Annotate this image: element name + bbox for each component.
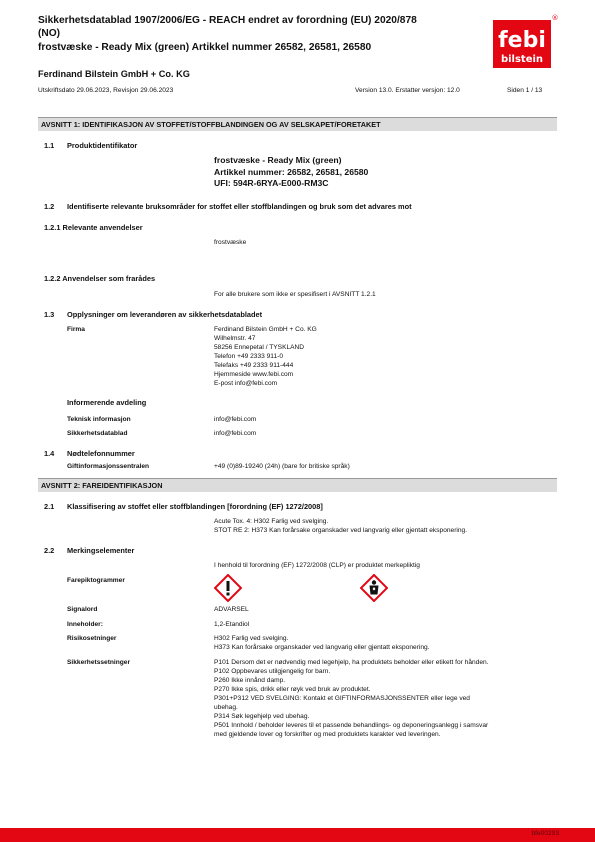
section-1-4-number: 1.4 xyxy=(44,449,55,458)
firma-name: Ferdinand Bilstein GmbH + Co. KG xyxy=(214,326,317,333)
section-1-2-2-title: 1.2.2 Anvendelser som frarådes xyxy=(44,274,156,283)
hazard-statements-block xyxy=(214,634,430,652)
relevant-use-value: frostvæske xyxy=(214,239,247,246)
precaution-p260: P260 Ikke innånd damp. xyxy=(214,677,286,684)
precaution-p314: P314 Søk legehjelp ved ubehag. xyxy=(214,713,310,720)
firma-city: 58256 Ennepetal / TYSKLAND xyxy=(214,344,305,351)
section-1-3-title: Opplysninger om leverandøren av sikkerhetsdatabladet xyxy=(67,310,263,319)
classification-stot-re: STOT RE 2: H373 Kan forårsake organskader ved langvarig eller gjentatt eksponering. xyxy=(214,527,468,534)
technical-info-email: info@febi.com xyxy=(214,416,257,423)
signal-word-label: Signalord xyxy=(67,606,98,613)
advised-against-value: For alle brukere som ikke er spesifisert i AVSNITT 1.2.1 xyxy=(214,291,376,298)
precaution-p270: P270 Ikke spis, drikk eller røyk ved bruk av produktet. xyxy=(214,686,371,693)
document-title-country: (NO) xyxy=(38,28,61,39)
firma-street: Wilhelmstr. 47 xyxy=(214,335,256,342)
version-info: Version 13.0. Erstatter versjon: 12.0 xyxy=(355,87,460,94)
firma-fax: Telefaks +49 2333 911-444 xyxy=(214,362,294,369)
precaution-p501-cont: med gjeldende lover og forskrifter og med produktets karakter ved leveringen. xyxy=(214,731,441,738)
precaution-p301-p312: P301+P312 VED SVELGING: Kontakt et GIFTINFORMASJONSSENTER eller lege ved xyxy=(214,695,470,702)
section-2-2-number: 2.2 xyxy=(44,546,55,555)
section-1-2-1-title: 1.2.1 Relevante anvendelser xyxy=(44,223,143,232)
hazard-h302: H302 Farlig ved svelging. xyxy=(214,635,289,642)
poison-center-label: Giftinformasjonssentralen xyxy=(67,463,150,470)
signal-word-value: ADVARSEL xyxy=(214,606,249,613)
section-2-1-title: Klassifisering av stoffet eller stoffblandingen [forordning (EF) 1272/2008] xyxy=(67,502,323,511)
sds-email: info@febi.com xyxy=(214,430,257,437)
product-name: frostvæske - Ready Mix (green) xyxy=(214,155,342,165)
article-number: Artikkel nummer: 26582, 26581, 26580 xyxy=(214,166,369,177)
section-1-header: AVSNITT 1: IDENTIFIKASJON AV STOFFET/STOFFBLANDINGEN OG AV SELSKAPET/FORETAKET xyxy=(38,118,557,131)
precautionary-statements-block xyxy=(214,658,489,739)
precaution-p501: P501 Innhold / beholder leveres til et passende behandlings- og deponeringsanlegg i samsvar xyxy=(214,722,489,729)
firma-phone: Telefon +49 2333 911-0 xyxy=(214,353,283,360)
print-date: Utskriftsdato 29.06.2023, Revisjon 29.06.2023 xyxy=(38,87,174,94)
precaution-p101: P101 Dersom det er nødvendig med legehjelp, ha produktets beholder eller etikett for hånden. xyxy=(214,659,489,666)
section-1-3-number: 1.3 xyxy=(44,310,55,319)
svg-text:febi: febi xyxy=(498,28,546,53)
product-heading: frostvæske - Ready Mix (green) Artikkel nummer 26582, 26581, 26580 xyxy=(38,42,372,53)
poison-center-phone: +49 (0)89-19240 (24h) (bare for britiske språk) xyxy=(214,463,350,470)
svg-text:bilstein: bilstein xyxy=(500,54,544,65)
precaution-p301-p312-cont: ubehag. xyxy=(214,704,238,711)
classification-acute-tox: Acute Tox. 4: H302 Farlig ved svelging. xyxy=(214,518,329,525)
section-1-2-title: Identifiserte relevante bruksområder for stoffet eller stoffblandingen og bruk som det advares mot xyxy=(67,202,412,211)
firma-website: Hjemmeside www.febi.com xyxy=(214,371,294,378)
technical-info-label: Teknisk informasjon xyxy=(67,416,131,423)
firma-email: E-post info@febi.com xyxy=(214,380,278,387)
product-identifier-block xyxy=(214,155,368,190)
section-2-header: AVSNITT 2: FAREIDENTIFIKASJON xyxy=(38,479,557,492)
precaution-p102: P102 Oppbevares utilgjengelig for barn. xyxy=(214,668,331,675)
section-1-2-number: 1.2 xyxy=(44,202,55,211)
firma-address-block xyxy=(214,325,317,388)
clp-statement: I henhold til forordning (EF) 1272/2008 (CLP) er produktet merkepliktig xyxy=(214,562,420,569)
svg-text:®: ® xyxy=(551,14,559,22)
classification-block xyxy=(214,517,467,535)
info-department-title: Informerende avdeling xyxy=(67,398,147,407)
document-title: Sikkerhetsdatablad 1907/2006/EG - REACH endret av forordning (EU) 2020/878 xyxy=(38,15,417,26)
section-1-1-number: 1.1 xyxy=(44,141,55,150)
contains-label: Inneholder: xyxy=(67,621,103,628)
section-2-1-number: 2.1 xyxy=(44,502,55,511)
pictogram-label: Farepiktogrammer xyxy=(67,577,125,584)
firma-label: Firma xyxy=(67,326,85,333)
sds-label: Sikkerhetsdatablad xyxy=(67,430,128,437)
ghs07-exclamation-icon xyxy=(214,574,242,602)
company-name: Ferdinand Bilstein GmbH + Co. KG xyxy=(38,69,190,79)
ufi-code: UFI: 594R-6RYA-E000-RM3C xyxy=(214,178,329,189)
contains-value: 1,2-Etandiol xyxy=(214,621,250,628)
hazard-statements-label: Risikosetninger xyxy=(67,635,117,642)
page-number: Siden 1 / 13 xyxy=(507,87,543,94)
footer-document-code: bfe00293 xyxy=(531,830,559,837)
ghs08-health-hazard-icon xyxy=(360,574,388,602)
febi-bilstein-logo xyxy=(489,14,559,70)
footer-bar xyxy=(0,828,595,842)
section-1-1-title: Produktidentifikator xyxy=(67,141,138,150)
section-2-2-title: Merkingselementer xyxy=(67,546,135,555)
hazard-h373: H373 Kan forårsake organskader ved langvarig eller gjentatt eksponering. xyxy=(214,644,430,651)
precautionary-statements-label: Sikkerhetssetninger xyxy=(67,659,131,666)
section-1-4-title: Nødtelefonnummer xyxy=(67,449,135,458)
